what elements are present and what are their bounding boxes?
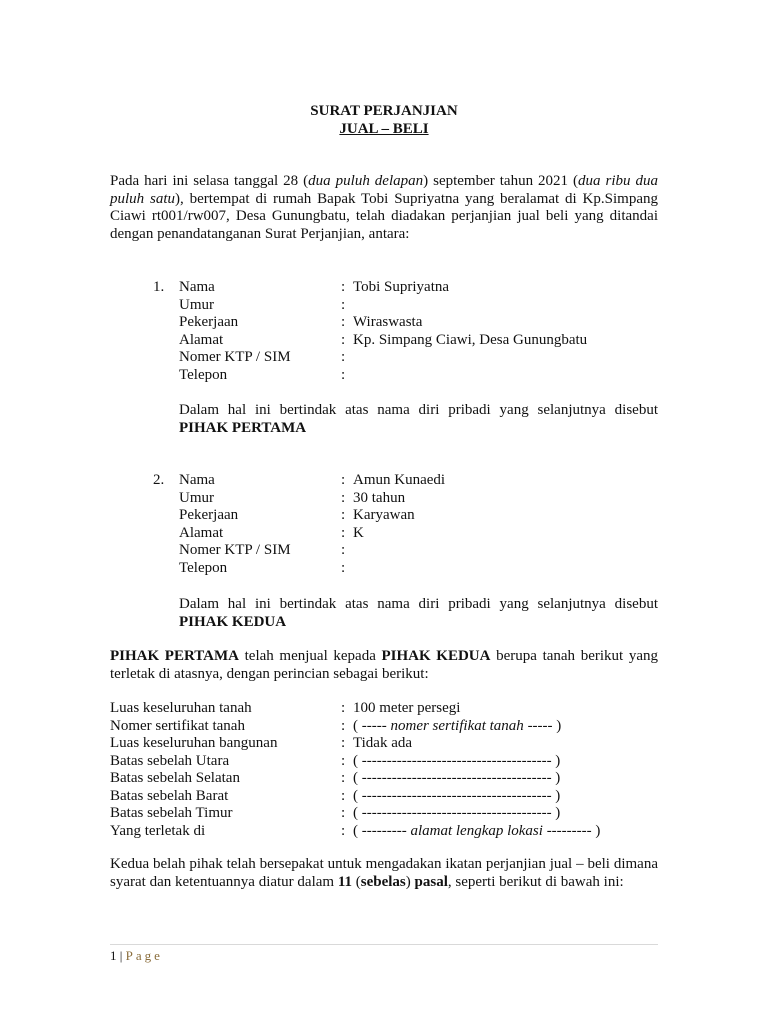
page-footer: 1 | Page (110, 948, 163, 963)
spec-row: Luas keseluruhan bangunan : Tidak ada (110, 735, 413, 751)
intro-paragraph: Pada hari ini selasa tanggal 28 (dua puluh delapan) september tahun 2021 (dua ribu dua puluh satu), bertempat di rumah Bapak Tobi Supriyatna yang beralamat di Kp.Simpang Ciawi rt001/rw007, Desa Gunungbatu, telah diadakan perjanjian jual beli yang ditandai dengan penandatanganan Surat Perjanjian, antara: (110, 173, 658, 242)
spec-row: Luas keseluruhan tanah : 100 meter persegi (110, 700, 461, 716)
party-field-row: Alamat : Kp. Simpang Ciawi, Desa Gunungbatu (179, 331, 588, 348)
party-field-row: Pekerjaan : Karyawan (179, 507, 415, 523)
party-field-row: Nomer KTP / SIM : (179, 349, 346, 365)
party-field-row: Pekerjaan : Wiraswasta (179, 314, 423, 330)
list-number: 2. (153, 472, 165, 488)
party-field-row: Nomer KTP / SIM : (179, 542, 346, 558)
spec-row: Yang terletak di : ( --------- alamat lengkap lokasi --------- ) (110, 822, 601, 839)
party-field-row: 1. Nama : Tobi Supriyatna (153, 279, 450, 295)
party-field-row: 2. Nama : Amun Kunaedi (153, 472, 446, 488)
party-field-row: Umur : (179, 296, 346, 313)
spec-row: Batas sebelah Barat : ( -------------------------------------- ) (110, 787, 561, 804)
party-two-description: Dalam hal ini bertindak atas nama diri pribadi yang selanjutnya disebut PIHAK KEDUA (179, 596, 658, 630)
page-number: 1 (110, 948, 117, 963)
document-title: SURAT PERJANJIAN (310, 103, 458, 119)
party-one-description: Dalam hal ini bertindak atas nama diri pribadi yang selanjutnya disebut PIHAK PERTAMA (179, 402, 658, 436)
property-spec-list (110, 700, 658, 840)
footer-divider (110, 944, 658, 945)
party-field-row: Umur : 30 tahun (179, 489, 406, 506)
party-field-row: Telepon : (179, 366, 346, 383)
spec-row: Batas sebelah Selatan : ( -------------------------------------- ) (110, 770, 561, 786)
page-label: Page (125, 948, 163, 963)
party-field-row: Alamat : K (179, 524, 364, 541)
closing-paragraph: Kedua belah pihak telah bersepakat untuk mengadakan ikatan perjanjian jual – beli dimana syarat dan ketentuannya diatur dalam 11 (sebelas) pasal, seperti berikut di bawah ini: (110, 856, 658, 890)
list-number: 1. (153, 279, 165, 295)
spec-row: Nomer sertifikat tanah : ( ----- nomer sertifikat tanah ----- ) (110, 717, 562, 734)
spec-row: Batas sebelah Timur : ( -------------------------------------- ) (110, 805, 561, 821)
document-subtitle: JUAL – BELI (339, 121, 429, 137)
sale-paragraph: PIHAK PERTAMA telah menjual kepada PIHAK KEDUA berupa tanah berikut yang terletak di atasnya, dengan perincian sebagai berikut: (110, 648, 658, 682)
party-one-list (153, 279, 658, 384)
party-field-row: Telepon : (179, 559, 346, 576)
spec-row: Batas sebelah Utara : ( -------------------------------------- ) (110, 752, 561, 769)
party-two-list (153, 472, 658, 577)
